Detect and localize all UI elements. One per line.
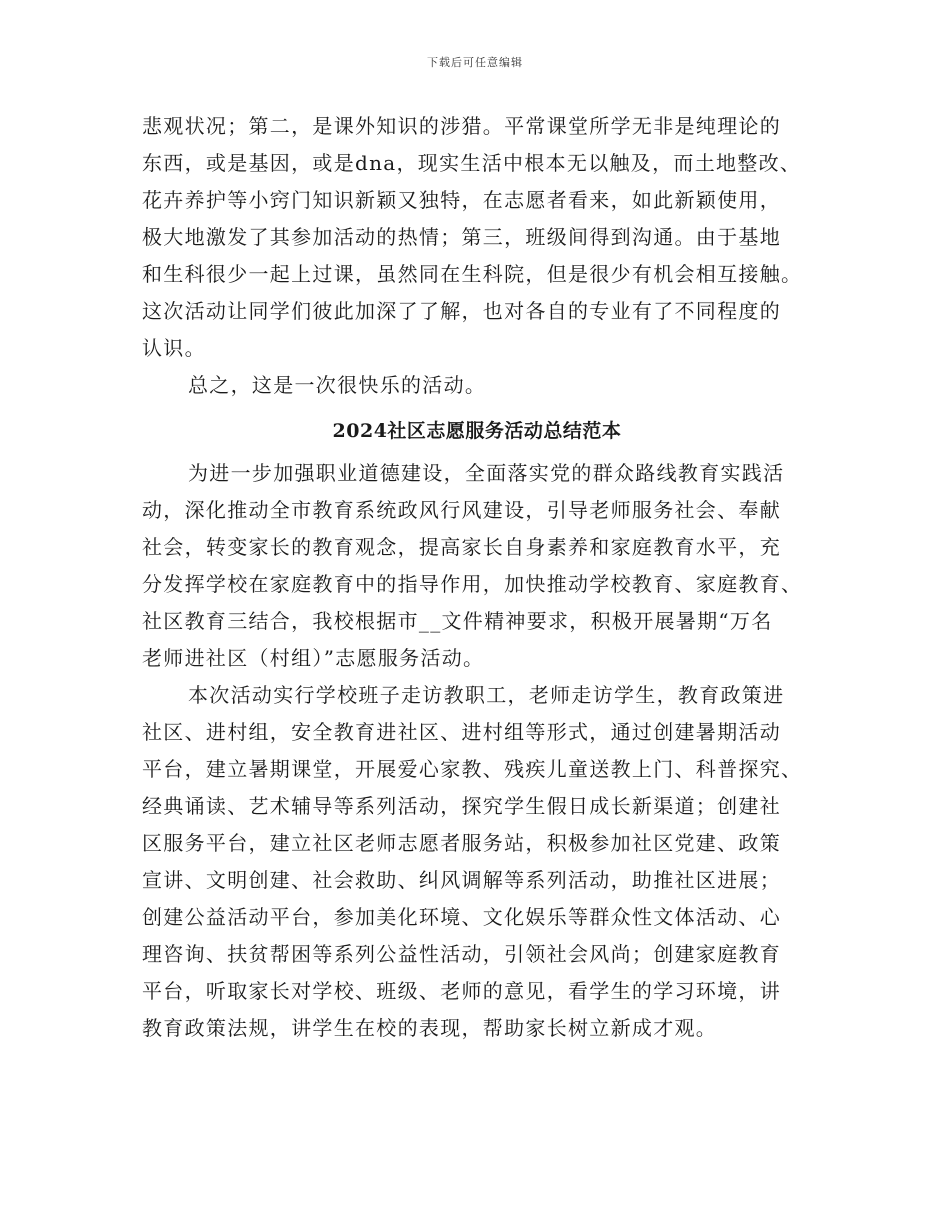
- text-line: 平台，听取家长对学校、班级、老师的意见，看学生的学习环境，讲: [142, 979, 781, 1003]
- text-line: 极大地激发了其参加活动的热情；第三，班级间得到沟通。由于基地: [142, 225, 781, 249]
- text-line: 社区教育三结合，我校根据市__文件精神要求，积极开展暑期“万名: [142, 609, 773, 633]
- text-line: 理咨询、扶贫帮困等系列公益性活动，引领社会风尚；创建家庭教育: [142, 942, 781, 966]
- text-line: 区服务平台，建立社区老师志愿者服务站，积极参加社区党建、政策: [142, 831, 781, 855]
- article-paragraph-1: [142, 455, 812, 677]
- text-line: 认识。: [142, 336, 206, 360]
- text-line: 为进一步加强职业道德建设，全面落实党的群众路线教育实践活: [188, 461, 785, 485]
- text-line: 东西，或是基因，或是dna，现实生活中根本无以触及，而土地整改、: [142, 151, 802, 175]
- text-line: 创建公益活动平台，参加美化环境、文化娱乐等群众性文体活动、心: [142, 905, 781, 929]
- section1-paragraph: [142, 108, 812, 367]
- text-line: 本次活动实行学校班子走访教职工，老师走访学生，教育政策进: [188, 683, 785, 707]
- article-paragraph-2: [142, 677, 812, 1047]
- closing-sentence: 总之，这是一次很快乐的活动。: [188, 373, 487, 397]
- text-line: 这次活动让同学们彼此加深了了解，也对各自的专业有了不同程度的: [142, 299, 781, 323]
- text-line: 悲观状况；第二，是课外知识的涉猎。平常课堂所学无非是纯理论的: [142, 114, 781, 138]
- text-line: 社区、进村组，安全教育进社区、进村组等形式，通过创建暑期活动: [142, 720, 781, 744]
- text-line: 和生科很少一起上过课，虽然同在生科院，但是很少有机会相互接触。: [142, 262, 803, 286]
- text-line: 老师进社区（村组）”志愿服务活动。: [142, 646, 485, 670]
- text-line: 分发挥学校在家庭教育中的指导作用，加快推动学校教育、家庭教育、: [142, 572, 803, 596]
- text-line: 动，深化推动全市教育系统政风行风建设，引导老师服务社会、奉献: [142, 498, 781, 522]
- article-title: 2024社区志愿服务活动总结范本: [332, 420, 622, 442]
- page-header-note: 下载后可任意编辑: [427, 56, 523, 69]
- text-line: 社会，转变家长的教育观念，提高家长自身素养和家庭教育水平，充: [142, 535, 781, 559]
- text-line: 平台，建立暑期课堂，开展爱心家教、残疾儿童送教上门、科普探究、: [142, 757, 803, 781]
- document-body: [142, 108, 812, 1047]
- text-line: 教育政策法规，讲学生在校的表现，帮助家长树立新成才观。: [142, 1016, 718, 1040]
- text-line: 花卉养护等小窍门知识新颖又独特，在志愿者看来，如此新颖使用，: [142, 188, 781, 212]
- text-line: 宣讲、文明创建、社会救助、纠风调解等系列活动，助推社区进展；: [142, 868, 781, 892]
- text-line: 经典诵读、艺术辅导等系列活动，探究学生假日成长新渠道；创建社: [142, 794, 781, 818]
